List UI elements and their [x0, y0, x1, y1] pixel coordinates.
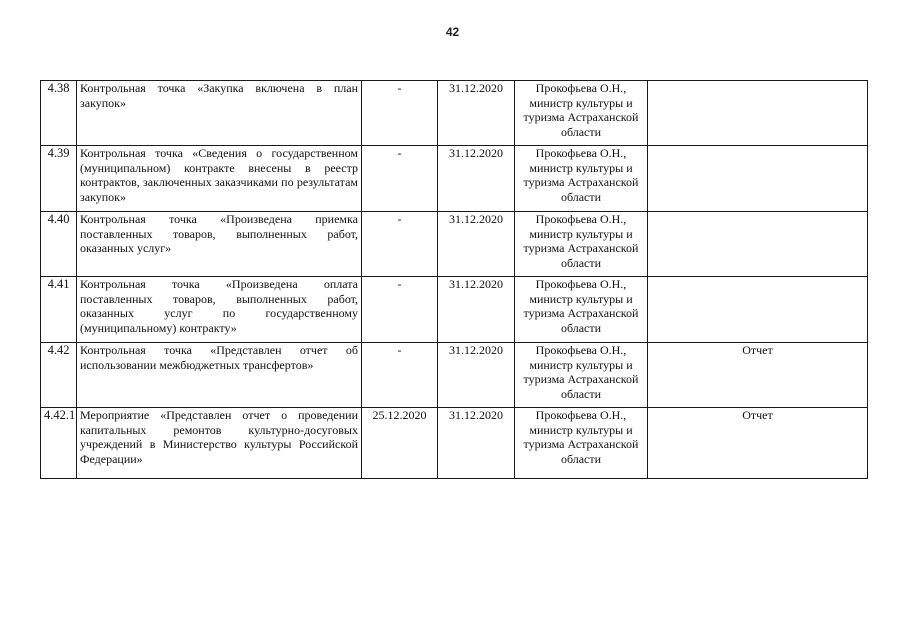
- row-number: 4.42.1: [41, 408, 77, 479]
- row-result: [648, 146, 868, 212]
- row-result: [648, 81, 868, 146]
- row-responsible: Прокофьева О.Н., министр культуры и туризма Астраханской области: [515, 81, 648, 146]
- row-number: 4.40: [41, 212, 77, 277]
- table-row: [41, 81, 868, 146]
- row-responsible: Прокофьева О.Н., министр культуры и туризма Астраханской области: [515, 277, 648, 343]
- row-responsible: Прокофьева О.Н., министр культуры и туризма Астраханской области: [515, 146, 648, 212]
- row-end-date: 31.12.2020: [438, 146, 515, 212]
- row-end-date: 31.12.2020: [438, 343, 515, 408]
- row-start-date: -: [362, 343, 438, 408]
- row-start-date: -: [362, 277, 438, 343]
- row-start-date: -: [362, 81, 438, 146]
- table-row: [41, 277, 868, 343]
- row-description: Контрольная точка «Сведения о государственном (муниципальном) контракте внесены в реестр контрактов, заключенных заказчиками по результатам закупок»: [77, 146, 362, 212]
- row-responsible: Прокофьева О.Н., министр культуры и туризма Астраханской области: [515, 343, 648, 408]
- row-result: [648, 212, 868, 277]
- row-number: 4.39: [41, 146, 77, 212]
- row-number: 4.42: [41, 343, 77, 408]
- row-end-date: 31.12.2020: [438, 81, 515, 146]
- row-number: 4.38: [41, 81, 77, 146]
- row-responsible: Прокофьева О.Н., министр культуры и туризма Астраханской области: [515, 408, 648, 479]
- row-responsible: Прокофьева О.Н., министр культуры и туризма Астраханской области: [515, 212, 648, 277]
- row-end-date: 31.12.2020: [438, 408, 515, 479]
- row-end-date: 31.12.2020: [438, 212, 515, 277]
- row-description: Мероприятие «Представлен отчет о проведении капитальных ремонтов культурно-досуговых учреждений в Министерство культуры Российской Федерации»: [77, 408, 362, 479]
- activities-table: [40, 80, 868, 479]
- table-row: [41, 212, 868, 277]
- row-description: Контрольная точка «Представлен отчет об использовании межбюджетных трансфертов»: [77, 343, 362, 408]
- table-row: [41, 408, 868, 479]
- row-start-date: -: [362, 212, 438, 277]
- table-row: [41, 146, 868, 212]
- row-number: 4.41: [41, 277, 77, 343]
- row-result: Отчет: [648, 408, 868, 479]
- row-description: Контрольная точка «Произведена приемка поставленных товаров, выполненных работ, оказанных услуг»: [77, 212, 362, 277]
- table-row: [41, 343, 868, 408]
- page-number: 42: [445, 25, 460, 39]
- row-result: Отчет: [648, 343, 868, 408]
- row-result: [648, 277, 868, 343]
- row-start-date: -: [362, 146, 438, 212]
- row-description: Контрольная точка «Закупка включена в план закупок»: [77, 81, 362, 146]
- row-end-date: 31.12.2020: [438, 277, 515, 343]
- row-description: Контрольная точка «Произведена оплата поставленных товаров, выполненных работ, оказанных услуг по государственному (муниципальному) контракту»: [77, 277, 362, 343]
- row-start-date: 25.12.2020: [362, 408, 438, 479]
